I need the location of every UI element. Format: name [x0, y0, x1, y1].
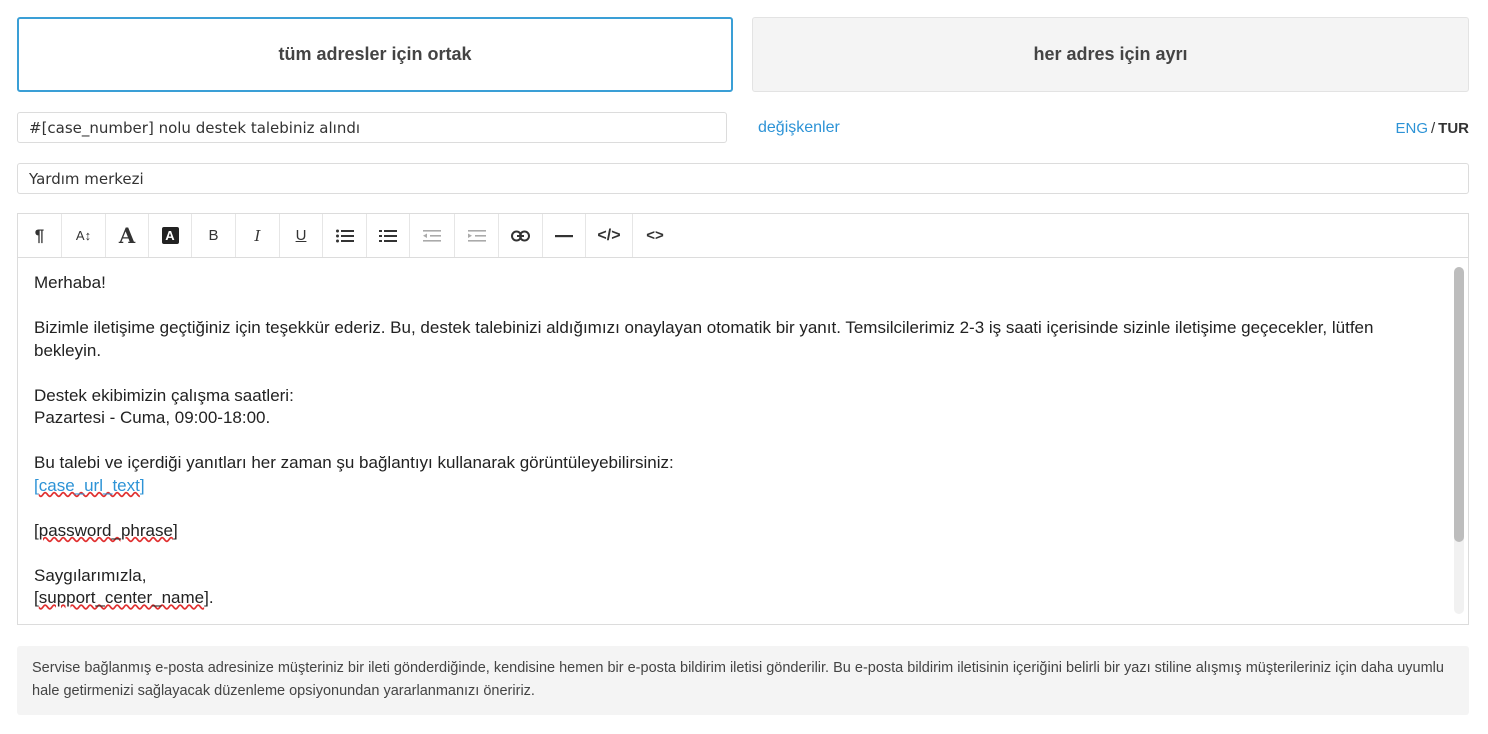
- paragraph-icon: ¶: [34, 225, 45, 245]
- rich-text-editor: [17, 213, 1469, 625]
- signature-variable: [34, 587, 1438, 610]
- bracket: ]: [172, 520, 178, 540]
- case-url-variable[interactable]: [34, 475, 1438, 498]
- editor-content[interactable]: [34, 272, 1438, 610]
- greeting-text: Merhaba!: [34, 273, 106, 292]
- mode-separate-label: her adres için ayrı: [1033, 44, 1188, 64]
- horizontal-rule-button[interactable]: [543, 214, 586, 257]
- link-icon: [511, 230, 530, 242]
- underline-icon: U: [295, 227, 307, 244]
- source-code-icon: </>: [597, 226, 621, 244]
- underline-button[interactable]: [280, 214, 323, 257]
- editor-scrollbar-thumb[interactable]: [1454, 267, 1464, 542]
- background-color-button[interactable]: [149, 214, 192, 257]
- bold-button[interactable]: [192, 214, 236, 257]
- subject-input[interactable]: [17, 112, 727, 143]
- background-color-icon: A: [162, 227, 179, 244]
- font-size-icon: A↕: [75, 228, 92, 243]
- bold-icon: B: [208, 227, 219, 244]
- editor-scrollbar[interactable]: [1454, 267, 1464, 614]
- language-switcher: [1395, 120, 1469, 137]
- bracket: [: [34, 588, 39, 607]
- info-box: [17, 646, 1469, 715]
- bulleted-list-button[interactable]: [323, 214, 367, 257]
- numbered-list-icon: [379, 229, 397, 243]
- mode-separate-button[interactable]: [752, 17, 1469, 92]
- closing-text: Saygılarımızla,: [34, 565, 147, 585]
- code-view-icon: <>: [646, 227, 664, 244]
- indent-button[interactable]: [455, 214, 499, 257]
- language-separator: /: [1431, 120, 1436, 137]
- bracket: ]: [139, 475, 145, 495]
- italic-button[interactable]: [236, 214, 280, 257]
- source-code-button[interactable]: [586, 214, 633, 257]
- sender-name-input[interactable]: [17, 163, 1469, 194]
- working-hours-value: Pazartesi - Cuma, 09:00-18:00.: [34, 408, 271, 427]
- italic-icon: I: [254, 226, 261, 245]
- mode-common-button[interactable]: [17, 17, 733, 92]
- numbered-list-button[interactable]: [367, 214, 410, 257]
- paragraph-button[interactable]: [18, 214, 62, 257]
- info-text: Servise bağlanmış e-posta adresinize müşteriniz bir ileti gönderdiğinde, kendisine hemen bir e-posta bildirim iletisi gönderilir. Bu e-posta bildirim iletisinin içeriğini belirli bir yazı stiline alışmış müşterileriniz için daha uyumlu hale getirmenizi sağlayacak düzenleme opsiyonundan yararlanmanızı öneririz.: [32, 660, 1444, 699]
- font-size-button[interactable]: [62, 214, 106, 257]
- bracket: [: [34, 520, 39, 540]
- password-phrase-text: password_phrase: [38, 520, 173, 540]
- editor-toolbar: [18, 214, 1468, 258]
- code-view-button[interactable]: [633, 214, 677, 257]
- language-tur-link[interactable]: TUR: [1438, 120, 1469, 137]
- body-paragraph: Bizimle iletişime geçtiğiniz için teşekkür ederiz. Bu, destek talebinizi aldığımızı onaylayan otomatik bir yanıt. Temsilcilerimiz 2-3 iş saati içerisinde sizinle iletişime geçecekler, lütfen bekleyin.: [34, 318, 1374, 360]
- working-hours-title: Destek ekibimizin çalışma saatleri:: [34, 385, 294, 405]
- font-color-button[interactable]: [106, 214, 149, 257]
- link-intro-text: Bu talebi ve içerdiği yanıtları her zaman şu bağlantıyı kullanarak görüntüleyebilirsiniz:: [34, 453, 674, 472]
- bracket: ].: [204, 588, 214, 607]
- outdent-button[interactable]: [410, 214, 455, 257]
- mode-common-label: tüm adresler için ortak: [278, 44, 472, 64]
- horizontal-rule-icon: [555, 234, 573, 238]
- font-color-icon: A: [118, 223, 136, 248]
- bulleted-list-icon: [336, 229, 354, 243]
- link-button[interactable]: [499, 214, 543, 257]
- support-center-name-text: support_center_name: [38, 588, 205, 607]
- indent-icon: [468, 229, 486, 243]
- variables-link[interactable]: değişkenler: [758, 119, 840, 136]
- language-eng-link[interactable]: ENG: [1395, 120, 1428, 137]
- bracket: [: [34, 475, 39, 495]
- outdent-icon: [423, 229, 441, 243]
- password-variable: [34, 520, 1438, 543]
- case-url-text: case_url_text: [38, 475, 140, 495]
